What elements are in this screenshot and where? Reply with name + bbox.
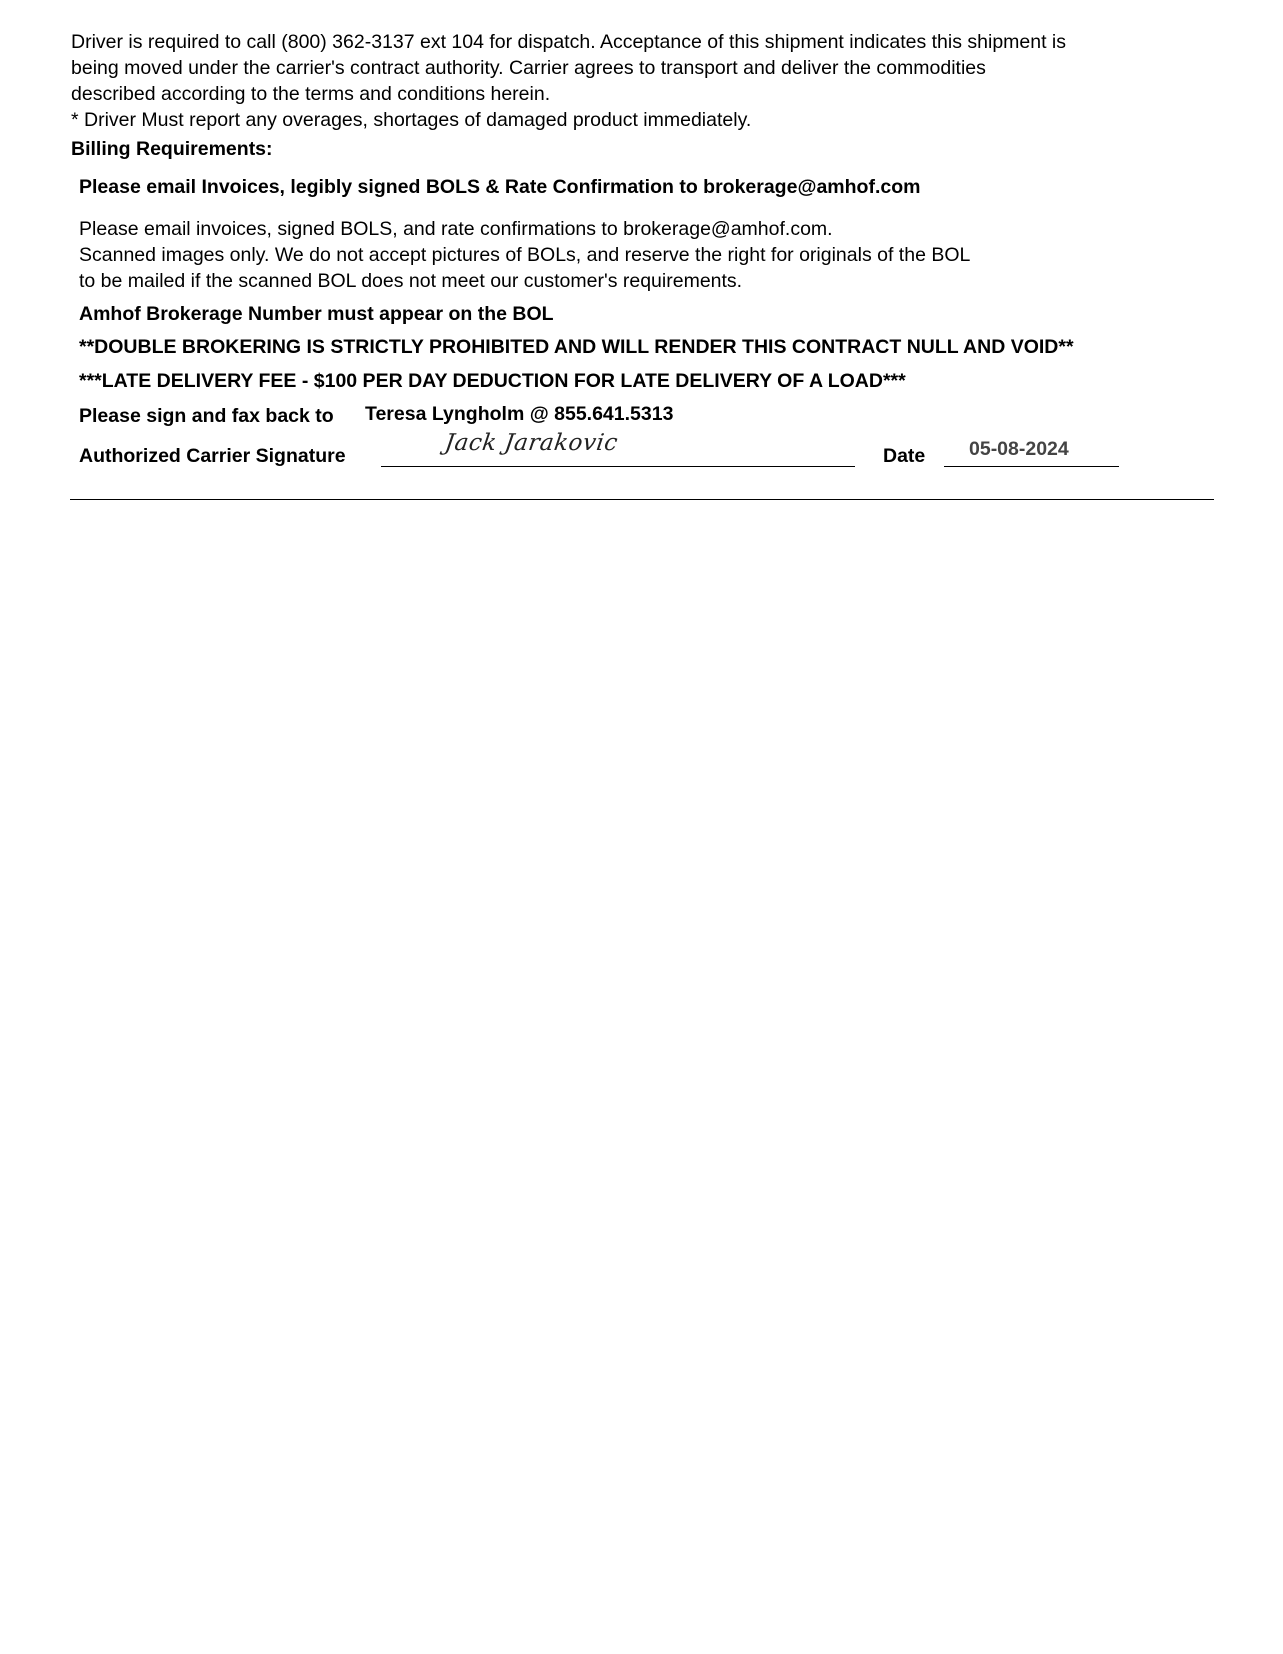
- email-notice: Please email Invoices, legibly signed BOLS & Rate Confirmation to brokerage@amhof.com: [79, 176, 921, 198]
- signature-label: Authorized Carrier Signature: [79, 445, 346, 467]
- double-brokering-notice: **DOUBLE BROKERING IS STRICTLY PROHIBITED AND WILL RENDER THIS CONTRACT NULL AND VOID**: [79, 336, 1074, 358]
- brokerage-number-notice: Amhof Brokerage Number must appear on the BOL: [79, 303, 554, 325]
- billing-paragraph-line: Please email invoices, signed BOLS, and rate confirmations to brokerage@amhof.com.: [79, 218, 833, 240]
- billing-paragraph: [79, 216, 970, 294]
- billing-paragraph-line: to be mailed if the scanned BOL does not meet our customer's requirements.: [79, 270, 743, 292]
- signature-line: [381, 466, 855, 467]
- bottom-divider: [70, 499, 1214, 500]
- billing-heading: Billing Requirements:: [71, 138, 273, 160]
- intro-text: [71, 29, 1066, 133]
- intro-line: described according to the terms and conditions herein.: [71, 83, 551, 105]
- intro-line: Driver is required to call (800) 362-3137 ext 104 for dispatch. Acceptance of this shipment indicates this shipment is: [71, 31, 1067, 53]
- sign-fax-label: Please sign and fax back to: [79, 405, 334, 427]
- intro-line: being moved under the carrier's contract authority. Carrier agrees to transport and deliver the commodities: [71, 57, 986, 79]
- date-line: [944, 466, 1119, 467]
- intro-line: * Driver Must report any overages, shortages of damaged product immediately.: [71, 109, 752, 131]
- date-value: 05-08-2024: [969, 438, 1069, 460]
- late-delivery-notice: ***LATE DELIVERY FEE - $100 PER DAY DEDUCTION FOR LATE DELIVERY OF A LOAD***: [79, 370, 906, 392]
- billing-paragraph-line: Scanned images only. We do not accept pictures of BOLs, and reserve the right for originals of the BOL: [79, 244, 971, 266]
- date-label: Date: [883, 445, 926, 467]
- fax-contact: Teresa Lyngholm @ 855.641.5313: [365, 403, 674, 425]
- carrier-signature: Jack Jarakovic: [443, 430, 620, 456]
